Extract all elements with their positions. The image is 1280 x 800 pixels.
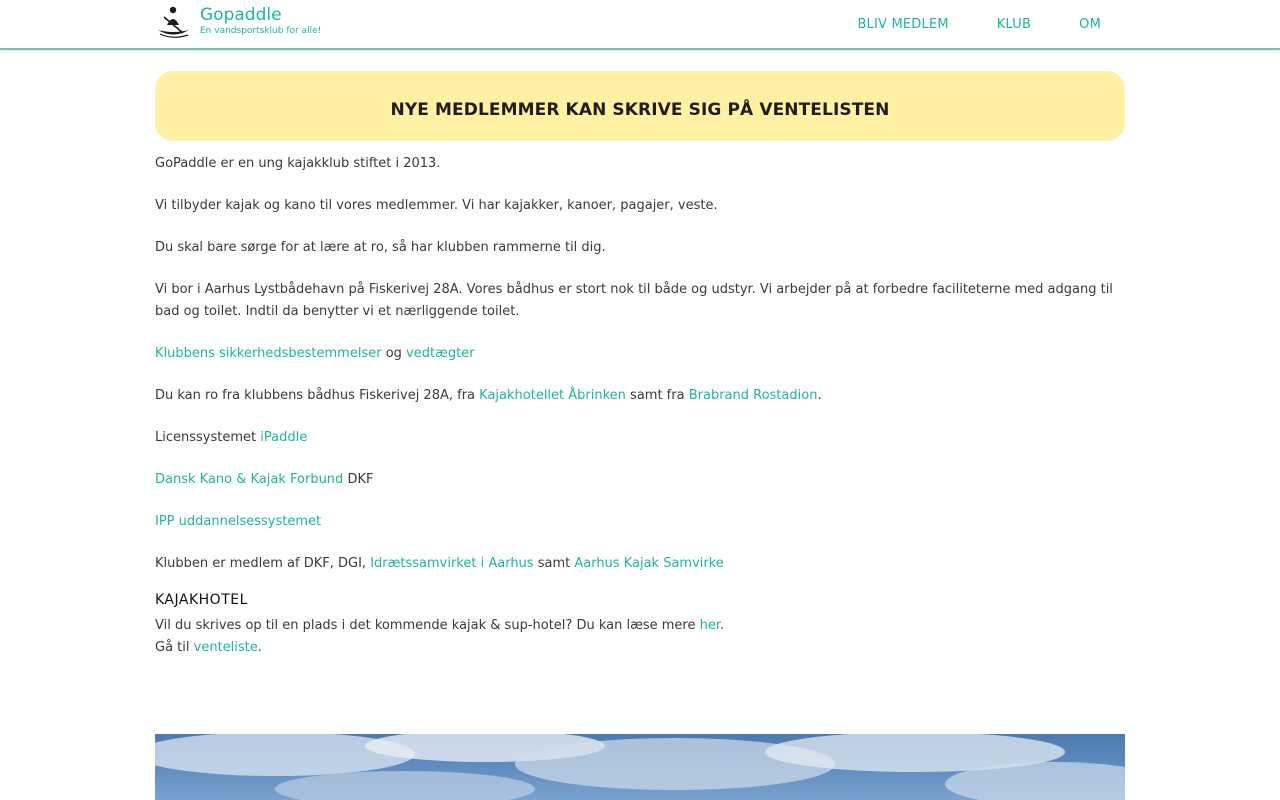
dkf-link[interactable]: Dansk Kano & Kajak Forbund bbox=[155, 472, 344, 487]
header-photo bbox=[155, 734, 1125, 800]
bylaws-link[interactable]: vedtægter bbox=[406, 346, 475, 361]
waitlist-banner bbox=[155, 71, 1125, 141]
nav-bliv-medlem[interactable]: BLIV MEDLEM bbox=[857, 17, 949, 32]
membership-paragraph bbox=[155, 553, 1125, 575]
kajakhotel-period: . bbox=[719, 618, 725, 633]
license-text: Licenssystemet bbox=[155, 430, 261, 445]
dkf-paragraph bbox=[155, 469, 1125, 491]
rowing-text-pre: Du kan ro fra klubbens bådhus Fiskerivej 28A, fra bbox=[155, 388, 480, 403]
rowing-locations-paragraph bbox=[155, 385, 1125, 407]
nav-om[interactable]: OM bbox=[1079, 17, 1101, 32]
kajakhotel-heading: KAJAKHOTEL bbox=[155, 592, 248, 608]
rules-paragraph bbox=[155, 343, 1125, 365]
kayaker-logo-icon bbox=[155, 3, 191, 39]
offer-paragraph: Vi tilbyder kajak og kano til vores medlemmer. Vi har kajakker, kanoer, pagajer, veste. bbox=[155, 198, 718, 213]
membership-text-mid: samt bbox=[533, 556, 575, 571]
aarhus-kajak-samvirke-link[interactable]: Aarhus Kajak Samvirke bbox=[574, 556, 724, 571]
site-header bbox=[0, 0, 1280, 50]
goto-text: Gå til bbox=[155, 640, 194, 655]
rowing-text-post: . bbox=[817, 388, 822, 403]
safety-rules-link[interactable]: Klubbens sikkerhedsbestemmelser bbox=[155, 346, 382, 361]
idraetssamvirket-link[interactable]: Idrætssamvirket i Aarhus bbox=[370, 556, 534, 571]
brabrand-rostadion-link[interactable]: Brabrand Rostadion bbox=[688, 388, 818, 403]
kajakhotel-paragraph bbox=[155, 615, 1125, 659]
license-paragraph bbox=[155, 427, 1125, 449]
rowing-text-mid: samt fra bbox=[625, 388, 689, 403]
banner-heading: NYE MEDLEMMER KAN SKRIVE SIG PÅ VENTELISTEN bbox=[390, 100, 890, 120]
ipp-paragraph bbox=[155, 511, 1125, 533]
dkf-text: DKF bbox=[343, 472, 374, 487]
venteliste-link[interactable]: venteliste bbox=[193, 640, 258, 655]
location-paragraph: Vi bor i Aarhus Lystbådehavn på Fiskerivej 28A. Vores bådhus er stort nok til både og udstyr. Vi arbejder på at forbedre faciliteterne med adgang til bad og toilet. Indtil da benytter vi et nærliggende toilet. bbox=[155, 282, 1113, 319]
her-link[interactable]: her bbox=[699, 618, 720, 633]
learn-paragraph: Du skal bare sørge for at lære at ro, så har klubben rammerne til dig. bbox=[155, 240, 606, 255]
brand-tagline: En vandsportsklub for alle! bbox=[200, 26, 322, 36]
rules-connector: og bbox=[381, 346, 407, 361]
nav-klub[interactable]: KLUB bbox=[996, 17, 1032, 32]
brand[interactable] bbox=[155, 3, 321, 41]
membership-text-pre: Klubben er medlem af DKF, DGI, bbox=[155, 556, 371, 571]
main-nav bbox=[809, 16, 1101, 34]
ipaddle-link[interactable]: iPaddle bbox=[260, 430, 308, 445]
sky-clouds-image bbox=[155, 734, 1125, 800]
brand-name[interactable]: Gopaddle bbox=[200, 5, 282, 25]
main-content bbox=[155, 71, 1125, 659]
kajakhotellet-link[interactable]: Kajakhotellet Åbrinken bbox=[479, 388, 626, 403]
goto-period: . bbox=[257, 640, 262, 655]
intro-paragraph: GoPaddle er en ung kajakklub stiftet i 2013. bbox=[155, 156, 441, 171]
kajakhotel-text: Vil du skrives op til en plads i det kommende kajak & sup-hotel? Du kan læse mere bbox=[155, 618, 700, 633]
ipp-link[interactable]: IPP uddannelsessystemet bbox=[155, 514, 322, 529]
